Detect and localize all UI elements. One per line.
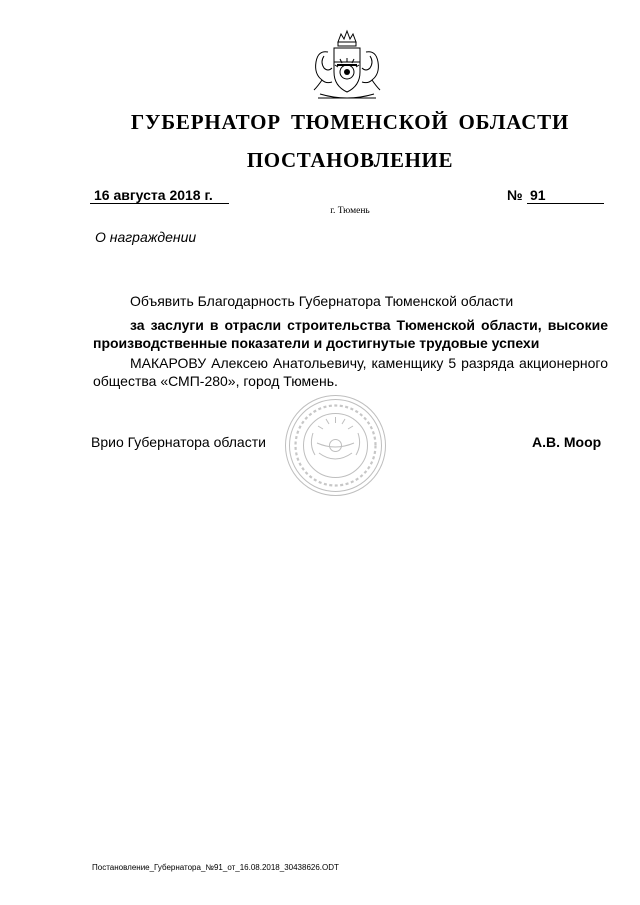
document-number: 91 xyxy=(530,187,546,203)
body-paragraph-reason: за заслуги в отрасли строительства Тюменской области, высокие производственные показатели и достигнутые трудовые успехи xyxy=(93,317,608,351)
body-paragraph-recipient: МАКАРОВУ Алексею Анатольевичу, каменщику 5 разряда акционерного общества «СМП-280», город Тюмень. xyxy=(93,355,608,389)
signer-title: Врио Губернатора области xyxy=(91,434,266,450)
coat-of-arms-emblem xyxy=(304,28,390,108)
official-seal-stamp xyxy=(283,393,388,498)
signer-name: А.В. Моор xyxy=(532,434,602,450)
date-underline xyxy=(90,203,229,204)
number-underline xyxy=(527,203,604,204)
document-type-title: ПОСТАНОВЛЕНИЕ xyxy=(246,148,454,172)
body-paragraph-announcement: Объявить Благодарность Губернатора Тюменской области xyxy=(130,293,514,309)
document-number-label: № xyxy=(507,187,523,203)
issue-city: г. Тюмень xyxy=(330,206,370,216)
issuer-title: ГУБЕРНАТОР ТЮМЕНСКОЙ ОБЛАСТИ xyxy=(130,110,570,134)
document-subject: О награждении xyxy=(95,229,197,245)
file-footer: Постановление_Губернатора_№91_от_16.08.2018_30438626.ODT xyxy=(92,863,339,872)
document-date: 16 августа 2018 г. xyxy=(94,187,213,203)
